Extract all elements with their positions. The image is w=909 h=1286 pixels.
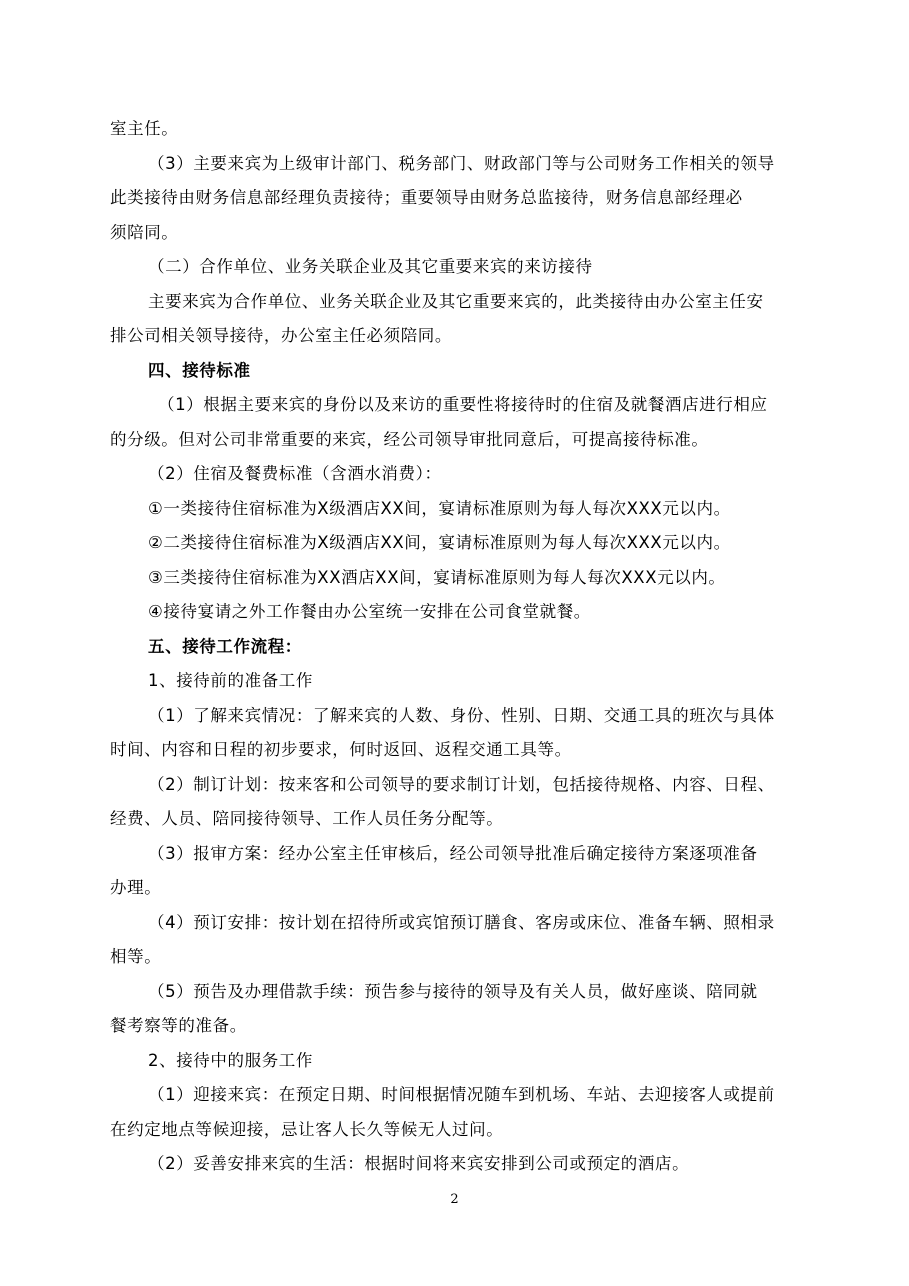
- section-heading: 五、接待工作流程：: [148, 636, 302, 656]
- text-line: （2）住宿及餐费标准（含酒水消费）：: [148, 464, 442, 483]
- section-heading: 四、接待标准: [148, 360, 251, 380]
- text-line: 的分级。但对公司非常重要的来宾，经公司领导审批同意后，可提高接待标准。: [110, 429, 709, 449]
- text-line: 时间、内容和日程的初步要求，何时返回、返程交通工具等。: [110, 740, 572, 759]
- text-line: （2）妥善安排来宾的生活：根据时间将来宾安排到公司或预定的酒店。: [148, 1154, 690, 1173]
- text-line: （3）报审方案：经办公室主任审核后，经公司领导批准后确定接待方案逐项准备: [148, 843, 758, 863]
- text-line: 主要来宾为合作单位、业务关联企业及其它重要来宾的，此类接待由办公室主任安: [148, 291, 764, 311]
- text-line: ①一类接待住宿标准为X级酒店XX间，宴请标准原则为每人每次XXX元以内。: [148, 498, 731, 518]
- text-line: 室主任。: [110, 119, 179, 138]
- text-line: 餐考察等的准备。: [110, 1016, 247, 1035]
- text-line: 1、接待前的准备工作: [148, 671, 313, 690]
- text-line: 经费、人员、陪同接待领导、工作人员任务分配等。: [110, 809, 504, 828]
- text-line: ③三类接待住宿标准为XX酒店XX间，宴请标准原则为每人每次XXX元以内。: [148, 567, 726, 587]
- text-line: 相等。: [110, 947, 162, 966]
- text-line: （二）合作单位、业务关联企业及其它重要来宾的来访接待: [148, 257, 593, 276]
- page-number: 2: [450, 1192, 459, 1207]
- text-line: 须陪同。: [110, 222, 179, 242]
- text-line: （1）迎接来宾：在预定日期、时间根据情况随车到机场、车站、去迎接客人或提前: [148, 1085, 775, 1104]
- document-body: [110, 112, 810, 1182]
- text-line: （4）预订安排：按计划在招待所或宾馆预订膳食、客房或床位、准备车辆、照相录: [148, 912, 775, 932]
- text-line: （5）预告及办理借款手续：预告参与接待的领导及有关人员，做好座谈、陪同就: [148, 981, 758, 1001]
- text-line: （1）了解来宾情况：了解来宾的人数、身份、性别、日期、交通工具的班次与具体: [148, 705, 775, 725]
- text-line: ④接待宴请之外工作餐由办公室统一安排在公司食堂就餐。: [148, 602, 591, 621]
- text-line: 2、接待中的服务工作: [148, 1050, 313, 1070]
- text-line: （2）制订计划：按来客和公司领导的要求制订计划，包括接待规格、内容、日程、: [148, 774, 775, 794]
- text-line: （3）主要来宾为上级审计部门、税务部门、财政部门等与公司财务工作相关的领导: [148, 153, 775, 173]
- text-line: 在约定地点等候迎接，忌让客人长久等候无人过问。: [110, 1119, 504, 1139]
- text-line: 此类接待由财务信息部经理负责接待；重要领导由财务总监接待，财务信息部经理必: [110, 188, 743, 207]
- text-line: ②二类接待住宿标准为X级酒店XX间，宴请标准原则为每人每次XXX元以内。: [148, 533, 731, 552]
- text-line: 排公司相关领导接待，办公室主任必须陪同。: [110, 326, 452, 345]
- text-line: 办理。: [110, 878, 162, 897]
- text-line: （1）根据主要来宾的身份以及来访的重要性将接待时的住宿及就餐酒店进行相应: [158, 395, 768, 414]
